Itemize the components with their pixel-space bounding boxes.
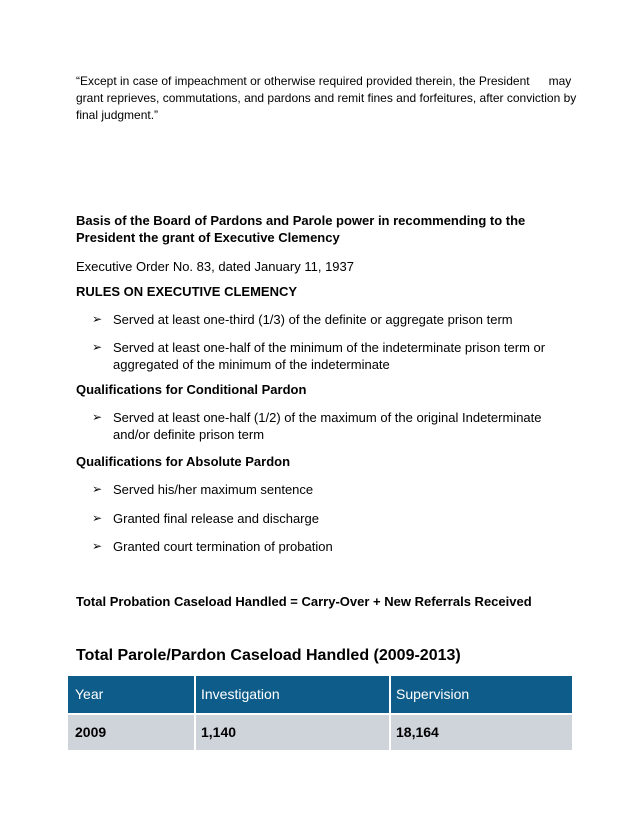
arrow-bullet-icon: ➢	[92, 511, 103, 525]
table-row	[68, 715, 572, 750]
arrow-bullet-icon: ➢	[92, 539, 103, 553]
rule-item-1-text: Served at least one-third (1/3) of the definite or aggregate prison term	[113, 312, 513, 327]
header-investigation: Investigation	[201, 686, 280, 702]
quote-line-3: final judgment.”	[76, 108, 159, 122]
rule-item-2	[92, 339, 562, 373]
quote-line-1-end: may	[548, 74, 572, 88]
conditional-item-1-line-1: Served at least one-half (1/2) of the maximum of the original Indeterminate	[113, 410, 542, 425]
arrow-bullet-icon: ➢	[92, 410, 103, 424]
quote-line-2: grant reprieves, commutations, and pardons and remit fines and forfeitures, after conviction by	[76, 91, 577, 105]
rules-heading: RULES ON EXECUTIVE CLEMENCY	[76, 284, 298, 299]
absolute-pardon-heading: Qualifications for Absolute Pardon	[76, 454, 291, 469]
conditional-pardon-heading: Qualifications for Conditional Pardon	[76, 382, 307, 397]
absolute-item-1-text: Served his/her maximum sentence	[113, 482, 314, 497]
constitution-quote	[76, 73, 577, 124]
basis-heading-line-1: Basis of the Board of Pardons and Parole power in recommending to the	[76, 213, 526, 228]
rule-item-2-text-line-2: aggregated of the minimum of the indeterminate	[113, 357, 390, 372]
column-divider	[194, 715, 196, 750]
absolute-item-2-text: Granted final release and discharge	[113, 511, 319, 526]
absolute-item-2	[92, 510, 562, 527]
arrow-bullet-icon: ➢	[92, 340, 103, 354]
rule-item-1	[92, 311, 562, 328]
absolute-item-3-text: Granted court termination of probation	[113, 539, 333, 554]
column-divider	[194, 676, 196, 713]
column-divider	[389, 676, 391, 713]
conditional-item-1	[92, 409, 562, 443]
absolute-item-1	[92, 481, 562, 498]
quote-line-1: “Except in case of impeachment or otherwise required provided therein, the President	[76, 74, 530, 88]
executive-order-text: Executive Order No. 83, dated January 11, 1937	[76, 259, 354, 274]
header-supervision: Supervision	[396, 686, 470, 702]
arrow-bullet-icon: ➢	[92, 482, 103, 496]
rule-item-2-text-line-1: Served at least one-half of the minimum of the indeterminate prison term or	[113, 340, 546, 355]
table-title: Total Parole/Pardon Caseload Handled (2009-2013)	[76, 647, 461, 664]
basis-heading	[76, 212, 556, 246]
conditional-item-1-line-2: and/or definite prison term	[113, 427, 265, 442]
basis-heading-line-2: President the grant of Executive Clemency	[76, 230, 340, 245]
probation-caseload-formula: Total Probation Caseload Handled = Carry-Over + New Referrals Received	[76, 594, 532, 609]
header-year: Year	[75, 686, 104, 702]
cell-supervision: 18,164	[396, 724, 439, 740]
table-header-row	[68, 676, 572, 713]
cell-year: 2009	[75, 724, 107, 740]
cell-investigation: 1,140	[201, 724, 237, 740]
column-divider	[389, 715, 391, 750]
caseload-table	[68, 676, 572, 750]
arrow-bullet-icon: ➢	[92, 312, 103, 326]
absolute-item-3	[92, 538, 562, 555]
